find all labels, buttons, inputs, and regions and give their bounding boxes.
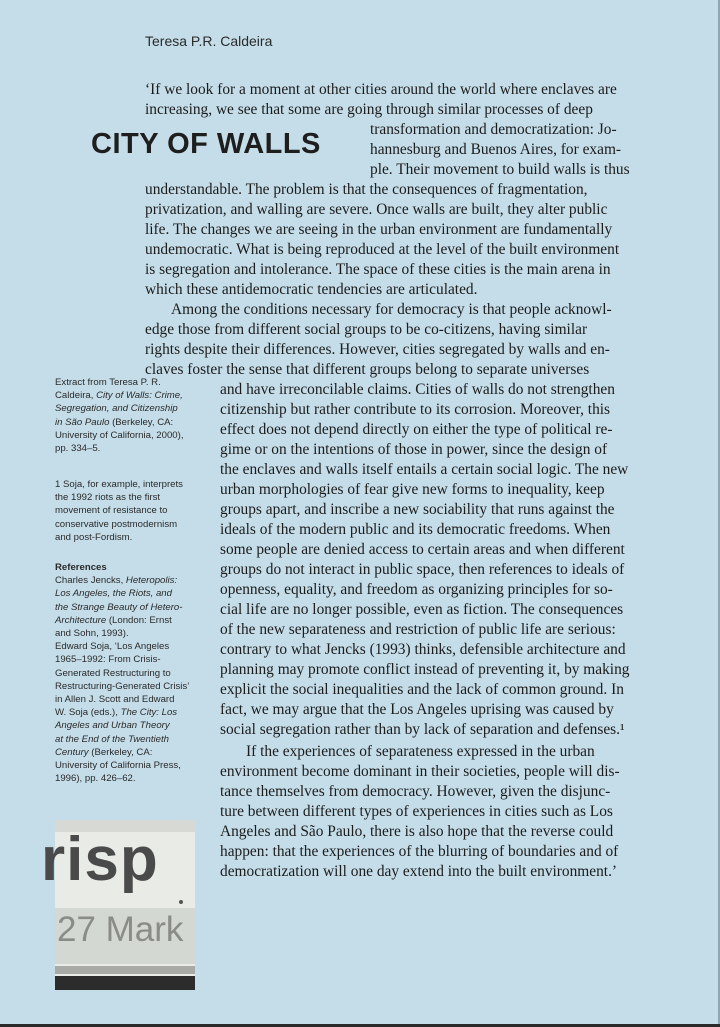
body-line: privatization, and walling are severe. Once walls are built, they alter public	[145, 201, 608, 218]
body-line: is segregation and intolerance. The space of these cities is the main arena in	[145, 261, 611, 278]
body-line: gime or on the intentions of those in power, since the design of	[220, 441, 608, 458]
body-line: contrary to what Jencks (1993) thinks, defensible architecture and	[220, 641, 626, 658]
body-line: Among the conditions necessary for democracy is that people acknowl-	[171, 301, 612, 318]
body-line: undemocratic. What is being reproduced at the level of the built environment	[145, 241, 620, 258]
body-line: If the experiences of separateness expressed in the urban	[246, 743, 595, 760]
photograph	[41, 820, 195, 990]
body-line: ‘If we look for a moment at other cities around the world where enclaves are	[145, 81, 617, 98]
body-line: explicit the social inequalities and the lack of common ground. In	[220, 681, 624, 698]
body-line: edge those from different social groups to be co-citizens, having similar	[145, 321, 588, 338]
source-note: Extract from Teresa P. R. Caldeira, City of Walls: Crime, Segregation, and Citizenship in São Paulo (Berkeley, CA: University of California, 2000), pp. 334–5.	[55, 377, 184, 455]
body-line: transformation and democratization: Jo-	[370, 121, 617, 138]
article-title: CITY OF WALLS	[91, 128, 321, 160]
body-line: hannesburg and Buenos Aires, for exam-	[370, 141, 622, 158]
body-line: citizenship but rather contribute to its corrosion. Moreover, this	[220, 401, 611, 418]
photo-date-text: 27 Mark	[57, 910, 184, 949]
body-line: increasing, we see that some are going through similar processes of deep	[145, 101, 593, 118]
body-line: life. The changes we are seeing in the urban environment are fundamentally	[145, 221, 613, 238]
body-line: rights despite their differences. However, cities segregated by walls and en-	[145, 341, 610, 358]
body-line: tance themselves from democracy. However, given the disjunc-	[220, 783, 611, 800]
body-line: groups apart, and inscribe a new sociability that runs against the	[220, 501, 615, 518]
body-line: openness, equality, and freedom as organizing principles for so-	[220, 581, 613, 598]
body-line: cial life are no longer possible, even as fiction. The consequences	[220, 601, 624, 618]
body-line: social segregation rather than by lack of separation and defenses.¹	[220, 721, 625, 738]
body-line: Angeles and São Paulo, there is also hope that the reverse could	[220, 823, 614, 840]
photo-sign-text: risp	[41, 825, 159, 894]
body-line: some people are denied access to certain areas and when different	[220, 541, 625, 558]
body-line: claves foster the sense that different groups belong to separate universes	[145, 361, 590, 378]
body-line: urban morphologies of fear give new forms to inequality, keep	[220, 481, 605, 498]
body-line: the enclaves and walls itself entails a certain social logic. The new	[220, 461, 629, 478]
body-line: happen: that the experiences of the blurring of boundaries and of	[220, 843, 619, 860]
references-heading: References	[55, 562, 107, 573]
body-line: which these antidemocratic tendencies are articulated.	[145, 281, 478, 298]
body-line: ture between different types of experiences in cities such as Los	[220, 803, 613, 820]
body-line: planning may promote conflict instead of preventing it, by making	[220, 661, 630, 678]
running-header-author: Teresa P.R. Caldeira	[145, 33, 273, 49]
body-line: of the new separateness and restriction of public life are serious:	[220, 621, 616, 638]
body-line: ple. Their movement to build walls is thus	[370, 161, 630, 178]
body-line: effect does not depend directly on either the type of political re-	[220, 421, 613, 438]
body-line: groups do not interact in public space, then references to ideals of	[220, 561, 625, 578]
footnote: 1 Soja, for example, interprets the 1992 riots as the first movement of resistance to conservative postmodernism and post-Fordism.	[55, 479, 183, 543]
body-line: fact, we may argue that the Los Angeles uprising was caused by	[220, 701, 614, 718]
body-line: understandable. The problem is that the consequences of fragmentation,	[145, 181, 588, 198]
references: References Charles Jencks, Heteropolis: Los Angeles, the Riots, and the Strange Beauty of Hetero- Architecture (London: Ernst and Sohn, 1993). Edward Soja, ‘Los Angeles 1965–1992: From Crisis- Generated Restructuring to Restructuring-Generated Crisis’ in Allen J. Scott and Edward W. Soja (eds.), The City: Los Angeles and Urban Theory at the End of the Twentieth Century (Berkeley, CA: University of California Press, 1996), pp. 426–62.	[55, 562, 190, 785]
body-line: and have irreconcilable claims. Cities of walls do not strengthen	[220, 381, 615, 398]
body-line: environment become dominant in their societies, people will dis-	[220, 763, 620, 780]
body-line: ideals of the modern public and its democratic freedoms. When	[220, 521, 611, 538]
body-line: democratization will one day extend into the built environment.’	[220, 863, 618, 880]
